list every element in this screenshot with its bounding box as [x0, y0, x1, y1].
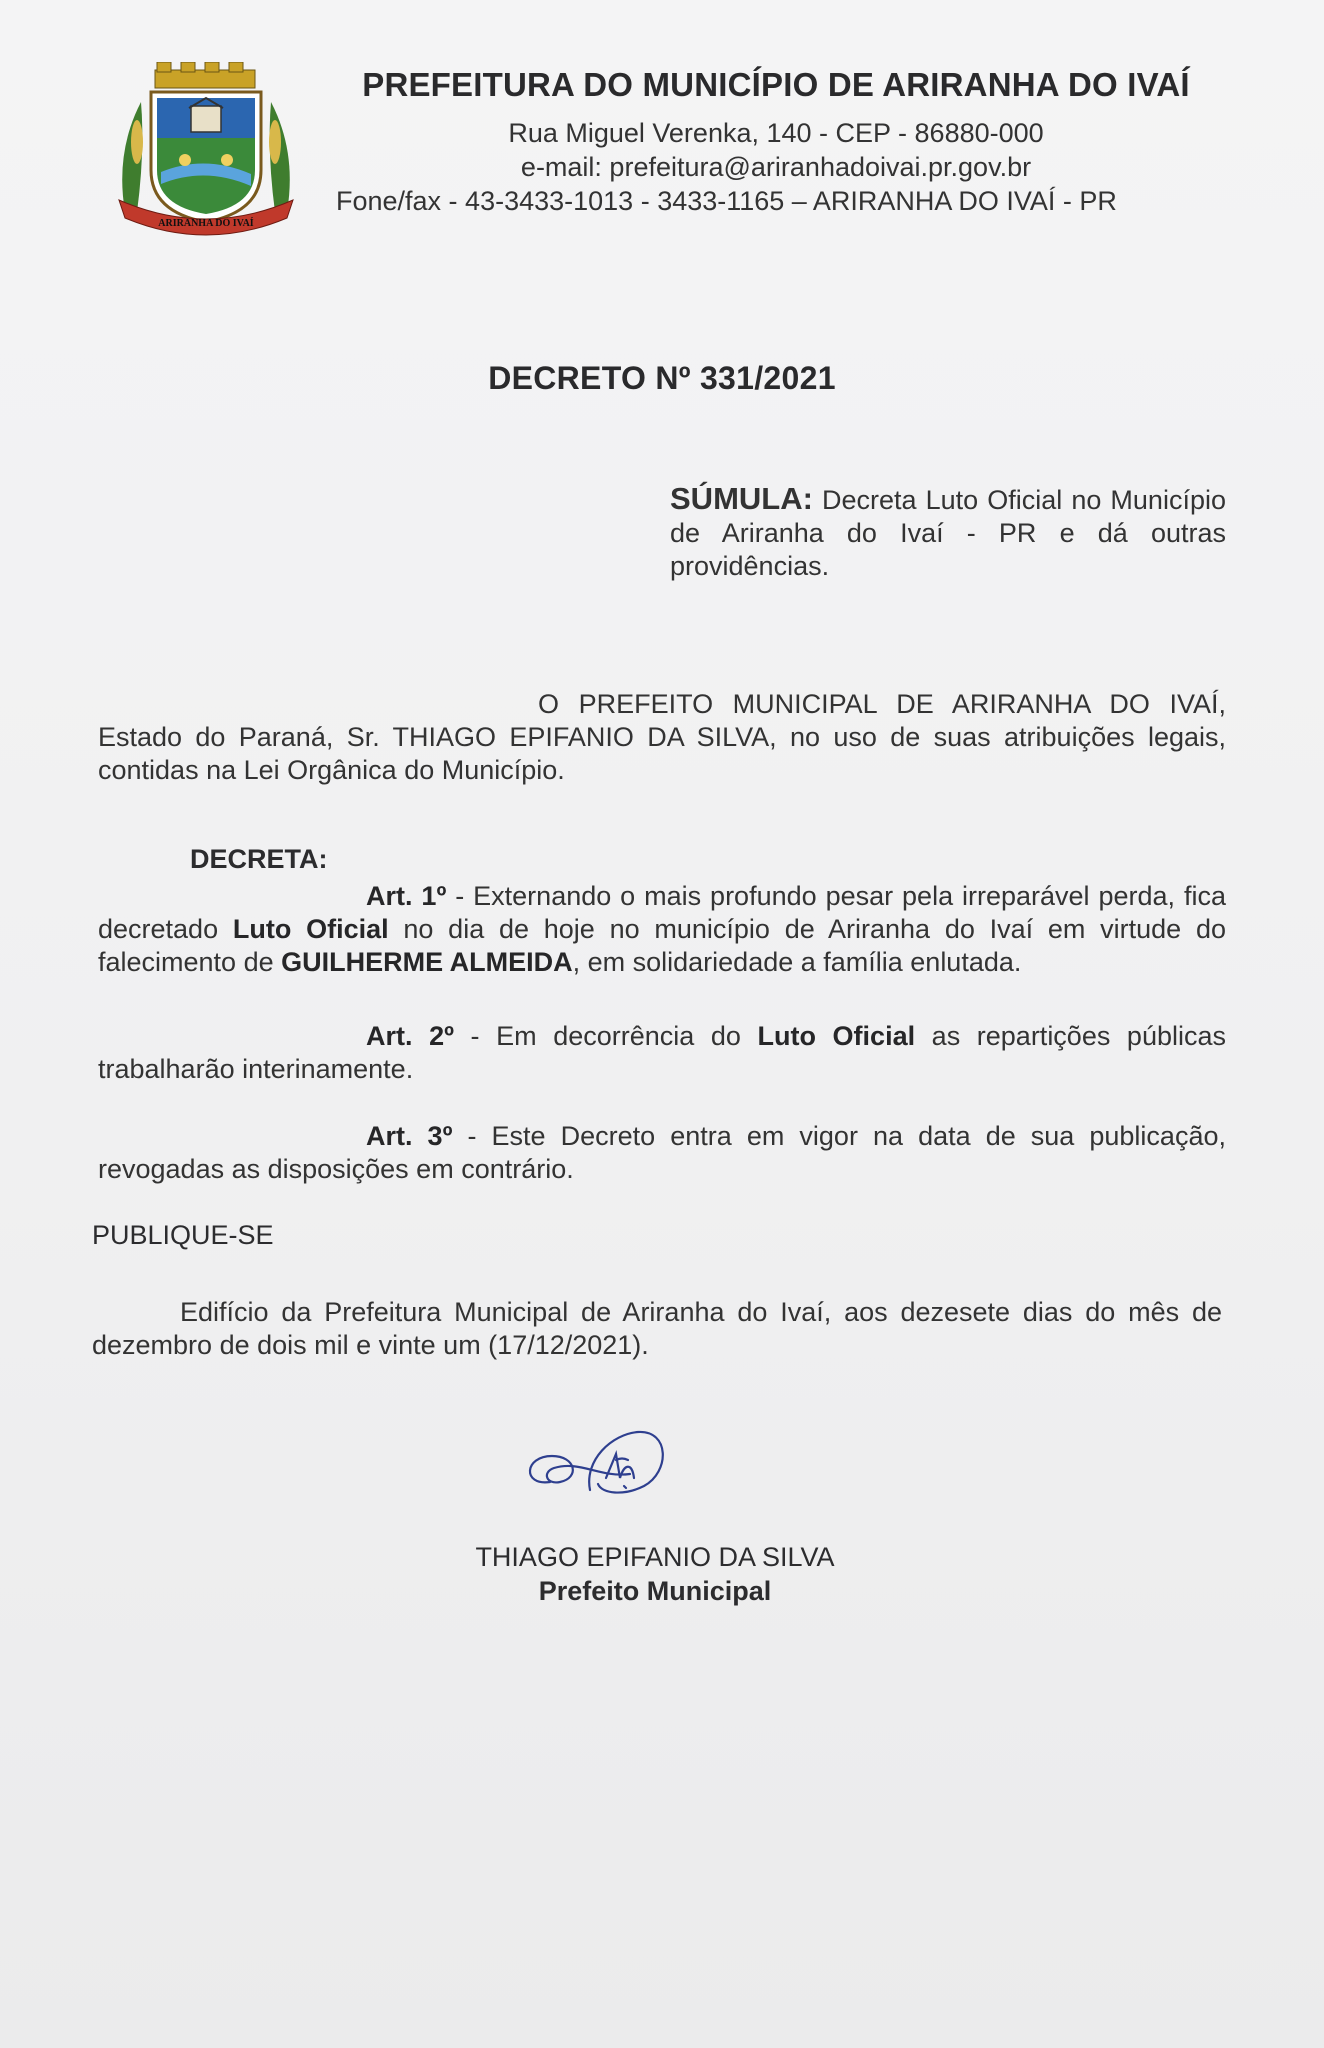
article-1-text-b: no dia de hoje no município de Ariranha do Ivaí em virtude do falecimento de [98, 914, 1226, 977]
signer-name: THIAGO EPIFANIO DA SILVA [475, 1542, 835, 1572]
sumula [670, 482, 1226, 583]
closing-text: Edifício da Prefeitura Municipal de Ariranha do Ivaí, aos dezesete dias do mês de dezembro de dois mil e vinte um (17/12/2021). [92, 1297, 1222, 1360]
municipal-coat-of-arms-icon [115, 62, 297, 240]
article-2 [98, 1020, 1226, 1086]
article-1-label: Art. 1º [366, 881, 447, 911]
email-line: e-mail: prefeitura@ariranhadoivai.pr.gov.br [520, 152, 1032, 182]
article-1-luto-oficial: Luto Oficial [232, 914, 389, 944]
publique-se: PUBLIQUE-SE [92, 1220, 274, 1250]
phone-line: Fone/fax - 43-3433-1013 - 3433-1165 – ARIRANHA DO IVAÍ - PR [336, 186, 1117, 216]
preamble-text: O PREFEITO MUNICIPAL DE ARIRANHA DO IVAÍ, Estado do Paraná, Sr. THIAGO EPIFANIO DA SILVA, no uso de suas atribuições legais, contidas na Lei Orgânica do Município. [98, 689, 1226, 785]
signer-role: Prefeito Municipal [538, 1576, 772, 1606]
sumula-label: SÚMULA: [670, 481, 813, 516]
article-2-luto-oficial: Luto Oficial [757, 1021, 916, 1051]
closing-paragraph [92, 1296, 1222, 1362]
article-1-text-c: , em solidariedade a família enlutada. [572, 947, 1022, 977]
article-1-deceased-name: GUILHERME ALMEIDA [281, 947, 573, 977]
article-3-label: Art. 3º [366, 1121, 453, 1151]
article-1-text-a: - Externando o mais profundo pesar pela irreparável perda, fica decretado [98, 881, 1226, 944]
letterhead [336, 66, 1216, 218]
address-line: Rua Miguel Verenka, 140 - CEP - 86880-000 [508, 118, 1044, 148]
municipality-title: PREFEITURA DO MUNICÍPIO DE ARIRANHA DO IVAÍ [362, 66, 1190, 103]
preamble-paragraph [98, 688, 1226, 787]
decreta-heading: DECRETA: [190, 844, 328, 874]
article-2-text-a: - Em decorrência do [453, 1021, 758, 1051]
article-2-label: Art. 2º [366, 1021, 454, 1051]
sumula-text: Decreta Luto Oficial no Município de Ariranha do Ivaí - PR e dá outras providências. [670, 485, 1226, 581]
article-2-text-b: as repartições públicas trabalharão interinamente. [98, 1021, 1226, 1084]
article-3 [98, 1120, 1226, 1186]
article-3-text: - Este Decreto entra em vigor na data de sua publicação, revogadas as disposições em contrário. [98, 1121, 1226, 1184]
article-1 [98, 880, 1226, 979]
decree-title: DECRETO Nº 331/2021 [488, 360, 836, 396]
signature-block [0, 1540, 1310, 1608]
handwritten-signature [520, 1420, 680, 1520]
crest-banner-text: ARIRANHA DO IVAÍ [158, 218, 254, 229]
